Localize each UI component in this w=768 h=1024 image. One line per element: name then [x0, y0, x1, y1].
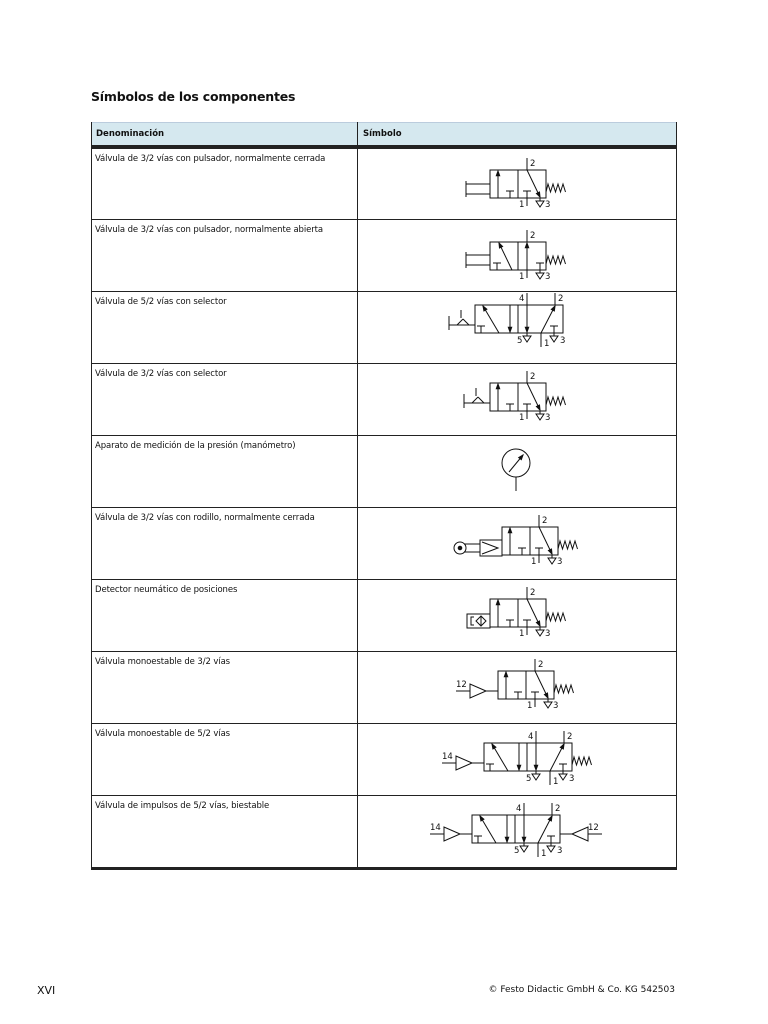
- symbol-valve-5-2-pilot-spring: [442, 731, 592, 787]
- spring-icon: [546, 613, 566, 621]
- pilot-label: 12: [588, 823, 599, 833]
- spring-icon: [572, 757, 592, 765]
- arrow-head: [496, 600, 499, 605]
- symbol-valve-3-2-pushbutton-no: [466, 230, 566, 282]
- port-label: 4: [519, 294, 525, 304]
- port-label: 2: [530, 372, 536, 382]
- row-label: Válvula monoestable de 3/2 vías: [95, 657, 231, 667]
- port-label: 2: [567, 732, 573, 742]
- spring-icon: [546, 184, 566, 192]
- port-label: 1: [519, 629, 525, 639]
- row-label: Válvula de 5/2 vías con selector: [95, 297, 227, 307]
- arrow-head: [536, 405, 540, 410]
- arrow-head: [534, 765, 537, 770]
- page-number: XVI: [37, 984, 56, 997]
- arrow-head: [548, 549, 552, 554]
- port-label: 3: [560, 336, 566, 346]
- selector: [463, 319, 469, 325]
- valve-body: [475, 305, 563, 333]
- copyright: © Festo Didactic GmbH & Co. KG 542503: [488, 985, 675, 995]
- symbol-valve-3-2-roller-nc: [454, 515, 578, 567]
- port-label: 3: [545, 272, 551, 282]
- row-label: Válvula monoestable de 5/2 vías: [95, 729, 231, 739]
- port-label: 2: [530, 588, 536, 598]
- arrow-head: [536, 192, 540, 197]
- exhaust-triangle: [532, 774, 540, 780]
- exhaust-triangle: [548, 558, 556, 564]
- symbol-valve-3-2-selector: [464, 371, 566, 423]
- arrow-head: [492, 744, 496, 749]
- exhaust-triangle: [547, 846, 555, 852]
- spring-icon: [558, 541, 578, 549]
- spring-icon: [546, 256, 566, 264]
- arrow-head: [499, 243, 503, 248]
- row-label: Válvula de 3/2 vías con rodillo, normalmente cerrada: [95, 513, 315, 523]
- port-label: 1: [531, 557, 537, 567]
- header-denominacion: Denominación: [96, 129, 165, 139]
- arrow-head: [504, 672, 507, 677]
- port-label: 2: [542, 516, 548, 526]
- port-label: 3: [545, 629, 551, 639]
- arrow-head: [508, 528, 511, 533]
- pilot-label: 14: [442, 752, 453, 762]
- arrow-head: [536, 621, 540, 626]
- port-label: 2: [530, 159, 536, 169]
- row-label: Aparato de medición de la presión (manómetro): [95, 441, 296, 451]
- port-label: 2: [555, 804, 561, 814]
- spring-icon: [554, 685, 574, 693]
- exhaust-triangle: [536, 414, 544, 420]
- pilot-triangle: [470, 684, 486, 698]
- port-label: 3: [557, 846, 563, 856]
- selector: [472, 397, 478, 403]
- exhaust-triangle: [536, 201, 544, 207]
- arrow-head: [522, 837, 525, 842]
- port-label: 5: [514, 846, 520, 856]
- exhaust-triangle: [536, 630, 544, 636]
- arrow-head: [508, 327, 511, 332]
- port-label: 2: [558, 294, 564, 304]
- port-label: 1: [527, 701, 533, 711]
- spring-icon: [546, 397, 566, 405]
- arrow-head: [551, 306, 555, 311]
- symbol-valve-3-2-pushbutton-nc: [466, 158, 566, 210]
- row-label: Válvula de impulsos de 5/2 vías, biestable: [95, 801, 270, 811]
- port-label: 3: [545, 413, 551, 423]
- valve-body: [484, 743, 572, 771]
- page-title: Símbolos de los componentes: [91, 89, 296, 104]
- arrow-head: [560, 744, 564, 749]
- row-label: Detector neumático de posiciones: [95, 585, 238, 595]
- symbol-valve-5-2-double-pilot: [430, 803, 602, 859]
- selector: [457, 319, 463, 325]
- arrow-head: [544, 693, 548, 698]
- exhaust-triangle: [550, 336, 558, 342]
- pilot-triangle: [456, 756, 472, 770]
- row-label: Válvula de 3/2 vías con selector: [95, 369, 227, 379]
- port-label: 1: [519, 413, 525, 423]
- arrow-head: [480, 816, 484, 821]
- pilot-triangle: [444, 827, 460, 841]
- port-label: 4: [528, 732, 534, 742]
- symbol-valve-3-2-pilot-spring: [456, 659, 574, 711]
- port-label: 4: [516, 804, 522, 814]
- selector: [478, 397, 484, 403]
- exhaust-triangle: [544, 702, 552, 708]
- symbol-pressure-gauge: [502, 449, 530, 491]
- pilot-label: 12: [456, 680, 467, 690]
- port-label: 3: [569, 774, 575, 784]
- roller-arrow: [482, 542, 498, 554]
- symbol-pneumatic-proximity-sensor: [467, 587, 566, 639]
- port-label: 5: [526, 774, 532, 784]
- arrow-head: [548, 816, 552, 821]
- exhaust-triangle: [536, 273, 544, 279]
- port-label: 3: [553, 701, 559, 711]
- port-label: 5: [517, 336, 523, 346]
- arrow-head: [483, 306, 487, 311]
- row-label: Válvula de 3/2 vías con pulsador, normalmente abierta: [95, 225, 323, 235]
- pilot-label: 14: [430, 823, 441, 833]
- arrow-head: [496, 171, 499, 176]
- valve-body: [472, 815, 560, 843]
- port-label: 1: [553, 777, 559, 787]
- arrow-head: [525, 327, 528, 332]
- port-label: 3: [545, 200, 551, 210]
- sensor-bracket: [471, 617, 474, 625]
- port-label: 1: [519, 272, 525, 282]
- symbol-valve-5-2-selector: [449, 293, 565, 349]
- port-label: 2: [530, 231, 536, 241]
- port-label: 1: [541, 849, 547, 859]
- exhaust-triangle: [523, 336, 531, 342]
- exhaust-triangle: [520, 846, 528, 852]
- header-simbolo: Símbolo: [363, 129, 402, 139]
- arrow-head: [517, 765, 520, 770]
- exhaust-triangle: [559, 774, 567, 780]
- roller-axle: [458, 546, 462, 550]
- port-label: 2: [538, 660, 544, 670]
- row-label: Válvula de 3/2 vías con pulsador, normalmente cerrada: [95, 154, 326, 164]
- arrow-head: [505, 837, 508, 842]
- arrow-head: [525, 243, 528, 248]
- pilot-triangle: [572, 827, 588, 841]
- arrow-head: [496, 384, 499, 389]
- port-label: 1: [519, 200, 525, 210]
- port-label: 3: [557, 557, 563, 567]
- port-label: 1: [544, 339, 550, 349]
